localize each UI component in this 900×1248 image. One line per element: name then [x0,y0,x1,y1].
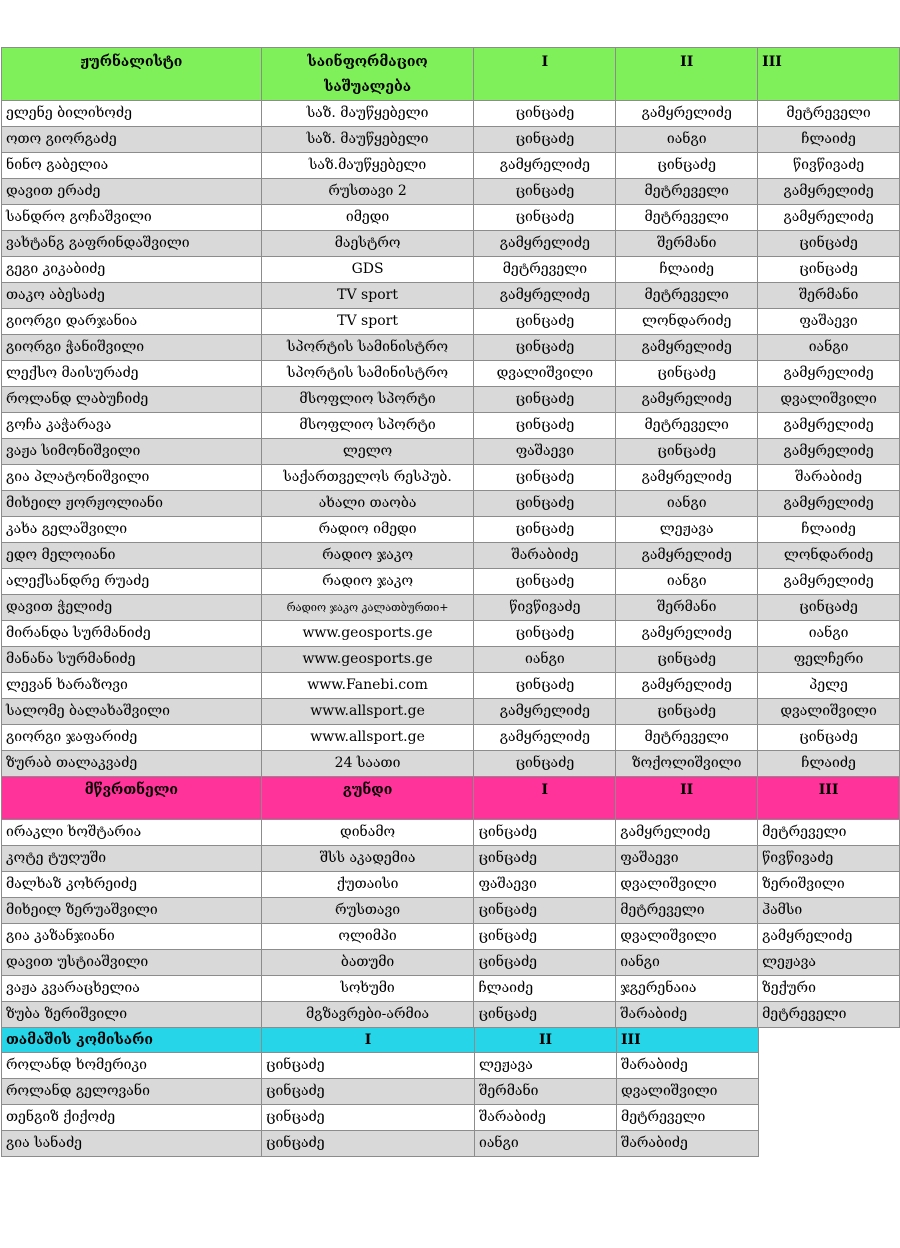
table-cell: შარაბიძე [617,1053,759,1079]
table-cell: შსს აკადემია [261,846,474,872]
table-cell: ლეჟავა [475,1053,617,1079]
table-cell: ცინცაძე [616,699,758,725]
table-cell: ცინცაძე [616,439,758,465]
table-cell: იანგი [758,621,900,647]
table-cell: ცინცაძე [616,361,758,387]
table-cell: www.allsport.ge [261,725,474,751]
table-cell: დვალიშვილი [758,387,900,413]
table-row [2,898,900,924]
table-cell: მეტრეველი [616,898,758,924]
table-row [2,699,900,725]
table-cell: ირაკლი ხოშტარია [2,820,262,846]
journalists-table [1,47,900,777]
table-cell: რადიო ჯაკო კალათბურთი+ [261,595,474,621]
commissioners-header-cell: I [262,1028,475,1053]
table-cell: ნინო გაბელია [2,153,262,179]
table-cell: მეტრეველი [616,205,758,231]
table-cell: წივწივაძე [758,153,900,179]
table-cell: ცინცაძე [474,569,616,595]
table-cell: გიორგი დარჯანია [2,309,262,335]
table-cell: ცინცაძე [758,257,900,283]
table-row [2,595,900,621]
table-cell: გამყრელიძე [758,361,900,387]
table-cell: სანდრო გოჩაშვილი [2,205,262,231]
table-cell: იანგი [616,127,758,153]
table-cell: დვალიშვილი [617,1079,759,1105]
table-cell: რადიო ჯაკო [261,569,474,595]
table-cell: ცინცაძე [474,517,616,543]
table-cell: იანგი [616,491,758,517]
table-cell: ზუბა ზერიშვილი [2,1002,262,1028]
table-cell: მიხეილ ზერუაშვილი [2,898,262,924]
table-cell: როლანდ ხომერიკი [2,1053,262,1079]
table-cell: მალხაზ კოხრეიძე [2,872,262,898]
table-cell: გამყრელიძე [758,413,900,439]
table-cell: ჩლაიძე [758,127,900,153]
table-row [2,846,900,872]
table-row [2,872,900,898]
table-cell: ფაშაევი [616,846,758,872]
table-cell: გიორგი ჯაფარიძე [2,725,262,751]
table-cell: www.geosports.ge [261,621,474,647]
table-cell: ცინცაძე [474,491,616,517]
table-cell: www.allsport.ge [261,699,474,725]
table-cell: გამყრელიძე [616,465,758,491]
table-cell: შარაბიძე [617,1131,759,1157]
table-cell: ვაჟა სიმონიშვილი [2,439,262,465]
table-row [2,1131,759,1157]
table-cell: გამყრელიძე [474,153,616,179]
table-cell: კოტე ტუღუში [2,846,262,872]
table-cell: ცინცაძე [474,924,616,950]
table-row [2,257,900,283]
table-cell: ალექსანდრე რუაძე [2,569,262,595]
table-cell: მგზავრები-არმია [261,1002,474,1028]
coaches-header-cell: I [474,777,616,820]
table-row [2,517,900,543]
table-cell: ცინცაძე [474,179,616,205]
table-cell: ახალი თაობა [261,491,474,517]
table-cell: მაესტრო [261,231,474,257]
table-cell: როლანდ ლაბუჩიძე [2,387,262,413]
table-row [2,205,900,231]
table-cell: გია სანაძე [2,1131,262,1157]
table-cell: რუსთავი 2 [261,179,474,205]
table-cell: ცინცაძე [474,621,616,647]
table-cell: რადიო ჯაკო [261,543,474,569]
table-row [2,673,900,699]
table-row [2,820,900,846]
table-cell: რადიო იმედი [261,517,474,543]
table-row [2,924,900,950]
table-row [2,127,900,153]
table-cell: დინამო [261,820,474,846]
table-cell: ლექსო მაისურაძე [2,361,262,387]
journalists-header-cell: საინფორმაციო საშუალება [261,48,474,101]
table-cell: ცინცაძე [758,231,900,257]
table-cell: შარაბიძე [758,465,900,491]
table-cell: იანგი [758,335,900,361]
table-cell: გამყრელიძე [474,725,616,751]
table-cell: მეტრეველი [616,179,758,205]
commissioners-header-cell: II [475,1028,617,1053]
table-cell: გამყრელიძე [616,673,758,699]
table-cell: ლონდარიძე [758,543,900,569]
table-row [2,621,900,647]
table-cell: როლანდ გელოვანი [2,1079,262,1105]
table-cell: ცინცაძე [474,820,616,846]
table-cell: დავით უსტიაშვილი [2,950,262,976]
coaches-header-cell: III [758,777,900,820]
table-cell: ცინცაძე [474,309,616,335]
table-cell: ჯგერენაია [616,976,758,1002]
table-cell: მეტრეველი [616,725,758,751]
table-cell: გამყრელიძე [758,924,900,950]
table-cell: სპორტის სამინისტრო [261,361,474,387]
table-cell: საზ.მაუწყებელი [261,153,474,179]
table-cell: ცინცაძე [474,413,616,439]
table-cell: თენგიზ ქიქოძე [2,1105,262,1131]
commissioners-header-cell: III [617,1028,759,1053]
table-cell: გამყრელიძე [758,205,900,231]
table-cell: იანგი [616,569,758,595]
table-row [2,725,900,751]
table-cell: გიორგი ჭანიშვილი [2,335,262,361]
table-cell: მეტრეველი [758,101,900,127]
table-cell: ჩლაიძე [616,257,758,283]
table-cell: ვახტანგ გაფრინდაშვილი [2,231,262,257]
table-cell: მიხეილ ჟორჟოლიანი [2,491,262,517]
table-cell: ცინცაძე [474,387,616,413]
table-cell: ვაჟა კვარაცხელია [2,976,262,1002]
table-cell: ცინცაძე [474,101,616,127]
table-cell: პელე [758,673,900,699]
table-cell: კახა გელაშვილი [2,517,262,543]
table-cell: დავით ჭელიძე [2,595,262,621]
table-row [2,283,900,309]
table-cell: ცინცაძე [474,898,616,924]
table-cell: GDS [261,257,474,283]
table-cell: ცინცაძე [474,673,616,699]
coaches-header-row [2,777,900,820]
table-cell: თაკო აბესაძე [2,283,262,309]
table-cell: საქართველოს რესპუბ. [261,465,474,491]
table-cell: ცინცაძე [474,950,616,976]
table-cell: მანანა სურმანიძე [2,647,262,673]
table-cell: რუსთავი [261,898,474,924]
table-cell: ცინცაძე [474,127,616,153]
table-cell: TV sport [261,309,474,335]
table-cell: ბათუმი [261,950,474,976]
table-cell: გოჩა კაჭარავა [2,413,262,439]
table-cell: სოხუმი [261,976,474,1002]
table-cell: წივწივაძე [758,846,900,872]
table-cell: იანგი [474,647,616,673]
table-cell: ცინცაძე [474,1002,616,1028]
table-cell: ცინცაძე [758,595,900,621]
table-cell: დვალიშვილი [616,872,758,898]
table-cell: ოთო გიორგაძე [2,127,262,153]
table-cell: ჩლაიძე [758,517,900,543]
table-cell: ცინცაძე [474,751,616,777]
table-row [2,153,900,179]
table-cell: მეტრეველი [617,1105,759,1131]
table-row [2,491,900,517]
table-cell: გამყრელიძე [758,179,900,205]
table-cell: ცინცაძე [262,1053,475,1079]
coaches-table [1,776,900,1028]
table-cell: ოლიმპი [261,924,474,950]
table-cell: ლელო [261,439,474,465]
table-cell: ცინცაძე [616,647,758,673]
commissioners-table [1,1027,759,1157]
table-cell: ფაშაევი [474,439,616,465]
table-cell: ზოქოლიშვილი [616,751,758,777]
table-row [2,101,900,127]
table-cell: ზექური [758,976,900,1002]
table-cell: ზერიშვილი [758,872,900,898]
table-cell: სპორტის სამინისტრო [261,335,474,361]
table-cell: www.geosports.ge [261,647,474,673]
table-cell: მირანდა სურმანიძე [2,621,262,647]
journalists-header-cell: ჟურნალისტი [2,48,262,101]
table-cell: მეტრეველი [616,413,758,439]
table-cell: მეტრეველი [758,820,900,846]
table-cell: ლევან ხარაზოვი [2,673,262,699]
table-cell: მეტრეველი [758,1002,900,1028]
table-cell: TV sport [261,283,474,309]
coaches-header-cell: გუნდი [261,777,474,820]
table-cell: ჩლაიძე [758,751,900,777]
table-cell: იანგი [616,950,758,976]
table-cell: გამყრელიძე [616,101,758,127]
table-cell: ცინცაძე [262,1131,475,1157]
table-row [2,976,900,1002]
table-row [2,439,900,465]
table-cell: გამყრელიძე [758,491,900,517]
table-row [2,179,900,205]
table-cell: გამყრელიძე [616,543,758,569]
table-cell: დვალიშვილი [474,361,616,387]
table-cell: გამყრელიძე [616,621,758,647]
table-row [2,361,900,387]
coaches-header-cell: მწვრთნელი [2,777,262,820]
table-cell: www.Fanebi.com [261,673,474,699]
table-cell: დვალიშვილი [758,699,900,725]
table-cell: შერმანი [616,231,758,257]
table-row [2,647,900,673]
table-cell: შერმანი [758,283,900,309]
table-row [2,231,900,257]
commissioners-header-cell: თამაშის კომისარი [2,1028,262,1053]
table-cell: მსოფლიო სპორტი [261,413,474,439]
table-cell: ქუთაისი [261,872,474,898]
journalists-header-row [2,48,900,101]
table-cell: გეგი კიკაბიძე [2,257,262,283]
table-cell: ლონდარიძე [616,309,758,335]
table-cell: ზურაბ თალაკვაძე [2,751,262,777]
table-cell: ცინცაძე [262,1105,475,1131]
table-cell: ცინცაძე [758,725,900,751]
table-cell: გამყრელიძე [474,231,616,257]
table-row [2,569,900,595]
table-cell: მეტრეველი [616,283,758,309]
table-cell: გამყრელიძე [616,387,758,413]
table-cell: ცინცაძე [474,465,616,491]
table-row [2,335,900,361]
table-row [2,413,900,439]
table-cell: ცინცაძე [616,153,758,179]
table-cell: ლეჟავა [758,950,900,976]
table-cell: 24 საათი [261,751,474,777]
table-row [2,387,900,413]
table-cell: შერმანი [616,595,758,621]
table-cell: ელენე ბილიხოძე [2,101,262,127]
table-cell: გამყრელიძე [616,820,758,846]
table-row [2,309,900,335]
table-cell: დვალიშვილი [616,924,758,950]
commissioners-header-row [2,1028,759,1053]
table-cell: გამყრელიძე [474,283,616,309]
table-cell: გამყრელიძე [474,699,616,725]
table-cell: გამყრელიძე [616,335,758,361]
table-cell: მსოფლიო სპორტი [261,387,474,413]
table-cell: ჰამსი [758,898,900,924]
table-cell: ცინცაძე [474,335,616,361]
table-row [2,1105,759,1131]
table-row [2,1053,759,1079]
table-cell: შარაბიძე [616,1002,758,1028]
table-cell: სალომე ბალახაშვილი [2,699,262,725]
table-row [2,950,900,976]
table-cell: საზ. მაუწყებელი [261,127,474,153]
table-cell: მეტრეველი [474,257,616,283]
table-cell: გია პლატონიშვილი [2,465,262,491]
table-cell: წივწივაძე [474,595,616,621]
table-cell: შარაბიძე [474,543,616,569]
table-cell: ედო მელოიანი [2,543,262,569]
table-cell: ფაშაევი [474,872,616,898]
table-row [2,543,900,569]
table-cell: ჩლაიძე [474,976,616,1002]
table-cell: საზ. მაუწყებელი [261,101,474,127]
coaches-header-cell: II [616,777,758,820]
table-cell: ფელჩერი [758,647,900,673]
table-cell: იმედი [261,205,474,231]
table-cell: ცინცაძე [474,205,616,231]
journalists-header-cell: III [758,48,900,101]
journalists-header-cell: I [474,48,616,101]
table-cell: შარაბიძე [475,1105,617,1131]
table-cell: ფაშაევი [758,309,900,335]
table-row [2,465,900,491]
table-row [2,1079,759,1105]
table-cell: იანგი [475,1131,617,1157]
table-cell: გამყრელიძე [758,569,900,595]
table-cell: გია კაზანჯიანი [2,924,262,950]
table-cell: ცინცაძე [262,1079,475,1105]
table-row [2,751,900,777]
table-cell: ლეჟავა [616,517,758,543]
table-row [2,1002,900,1028]
table-cell: გამყრელიძე [758,439,900,465]
journalists-header-cell: II [616,48,758,101]
table-cell: შერმანი [475,1079,617,1105]
table-cell: ცინცაძე [474,846,616,872]
table-cell: დავით ერაძე [2,179,262,205]
